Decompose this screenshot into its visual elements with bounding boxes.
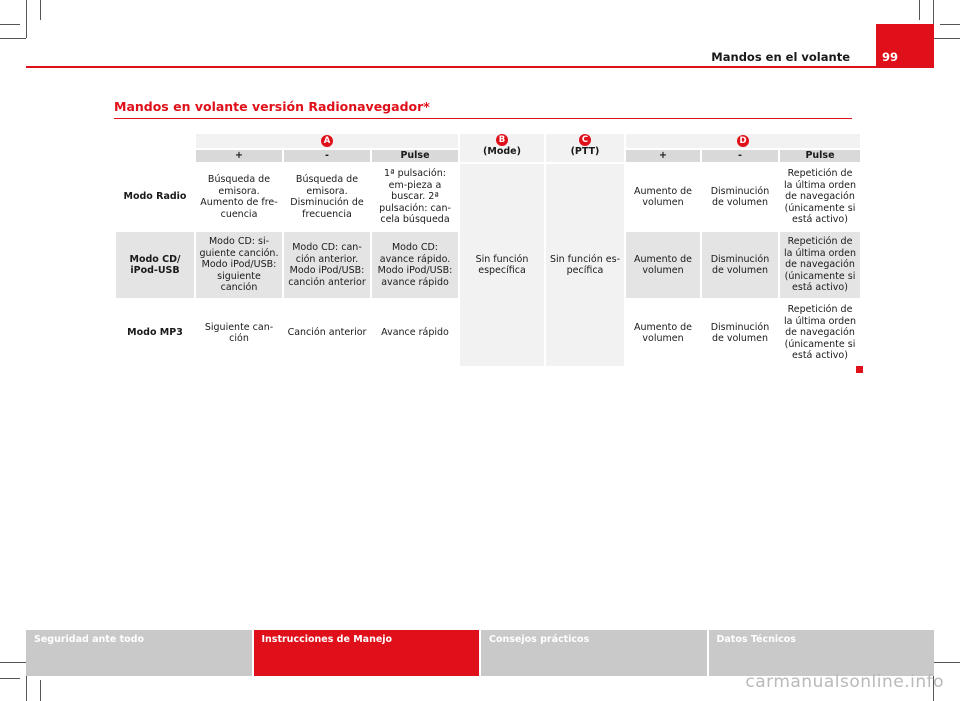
group-b-header <box>460 134 544 162</box>
crop-mark <box>940 24 960 25</box>
table-row <box>116 164 860 230</box>
sub-header-pulse: Pulse <box>372 150 458 162</box>
a-plus-cell: Modo CD: si-guiente canción. Modo iPod/USB: siguiente canción <box>196 232 282 298</box>
running-head: Mandos en el volante <box>711 50 850 64</box>
d-plus-cell: Aumento de volumen <box>626 164 700 230</box>
footer-tab-instrucciones[interactable]: Instrucciones de Manejo <box>254 630 480 676</box>
section-end-marker <box>856 366 863 373</box>
footer-tab-seguridad[interactable]: Seguridad ante todo <box>26 630 252 676</box>
crop-mark <box>934 662 960 663</box>
section-title: Mandos en volante versión Radionavegador* <box>114 99 430 114</box>
group-d-marker: D <box>737 135 749 147</box>
crop-mark <box>40 680 41 701</box>
d-plus-cell: Aumento de volumen <box>626 232 700 298</box>
sub-header-minus: - <box>284 150 370 162</box>
a-pulse-cell: Avance rápido <box>372 300 458 366</box>
group-c-label: (PTT) <box>570 146 600 157</box>
a-minus-cell: Canción anterior <box>284 300 370 366</box>
d-pulse-cell: Repetición de la última orden de navegación (únicamente si está activo) <box>780 164 860 230</box>
crop-mark <box>26 0 27 38</box>
a-minus-cell: Búsqueda de emisora. Disminución de frecuencia <box>284 164 370 230</box>
d-pulse-cell: Repetición de la última orden de navegación (únicamente si está activo) <box>780 300 860 366</box>
mode-label: Modo Radio <box>116 164 194 230</box>
crop-mark <box>0 662 26 663</box>
sub-header-pulse: Pulse <box>780 150 860 162</box>
steering-controls-table <box>114 132 862 368</box>
group-b-label: (Mode) <box>483 146 521 157</box>
group-a-header <box>196 134 458 148</box>
page-number: 99 <box>882 50 899 64</box>
crop-mark <box>0 38 26 39</box>
crop-mark <box>40 0 41 20</box>
footer-tabs <box>26 630 934 676</box>
a-pulse-cell: 1ª pulsación: em-pieza a buscar. 2ª pulsación: can-cela búsqueda <box>372 164 458 230</box>
mode-label: Modo MP3 <box>116 300 194 366</box>
d-minus-cell: Disminución de volumen <box>702 164 778 230</box>
crop-mark <box>0 678 20 679</box>
d-minus-cell: Disminución de volumen <box>702 300 778 366</box>
group-c-marker: C <box>579 134 591 146</box>
d-pulse-cell: Repetición de la última orden de navegación (únicamente si está activo) <box>780 232 860 298</box>
footer-tab-datos[interactable]: Datos Técnicos <box>709 630 935 676</box>
a-plus-cell: Siguiente can-ción <box>196 300 282 366</box>
sub-header-plus: + <box>196 150 282 162</box>
group-b-marker: B <box>496 134 508 146</box>
group-c-header <box>546 134 624 162</box>
sub-header-minus: - <box>702 150 778 162</box>
mode-label: Modo CD/ iPod-USB <box>116 232 194 298</box>
a-minus-cell: Modo CD: can-ción anterior. Modo iPod/USB: canción anterior <box>284 232 370 298</box>
c-function-cell: Sin función es-pecífica <box>546 164 624 366</box>
watermark: carmanualsonline.info <box>745 672 944 692</box>
header-rule <box>26 66 934 68</box>
d-plus-cell: Aumento de volumen <box>626 300 700 366</box>
crop-mark <box>0 24 20 25</box>
a-pulse-cell: Modo CD: avance rápido. Modo iPod/USB: avance rápido <box>372 232 458 298</box>
crop-mark <box>919 0 920 20</box>
title-rule <box>114 118 852 119</box>
a-plus-cell: Búsqueda de emisora. Aumento de fre-cuencia <box>196 164 282 230</box>
group-d-header <box>626 134 860 148</box>
d-minus-cell: Disminución de volumen <box>702 232 778 298</box>
b-function-cell: Sin función específica <box>460 164 544 366</box>
footer-tab-consejos[interactable]: Consejos prácticos <box>481 630 707 676</box>
group-a-marker: A <box>321 135 333 147</box>
crop-mark <box>934 38 960 39</box>
sub-header-plus: + <box>626 150 700 162</box>
